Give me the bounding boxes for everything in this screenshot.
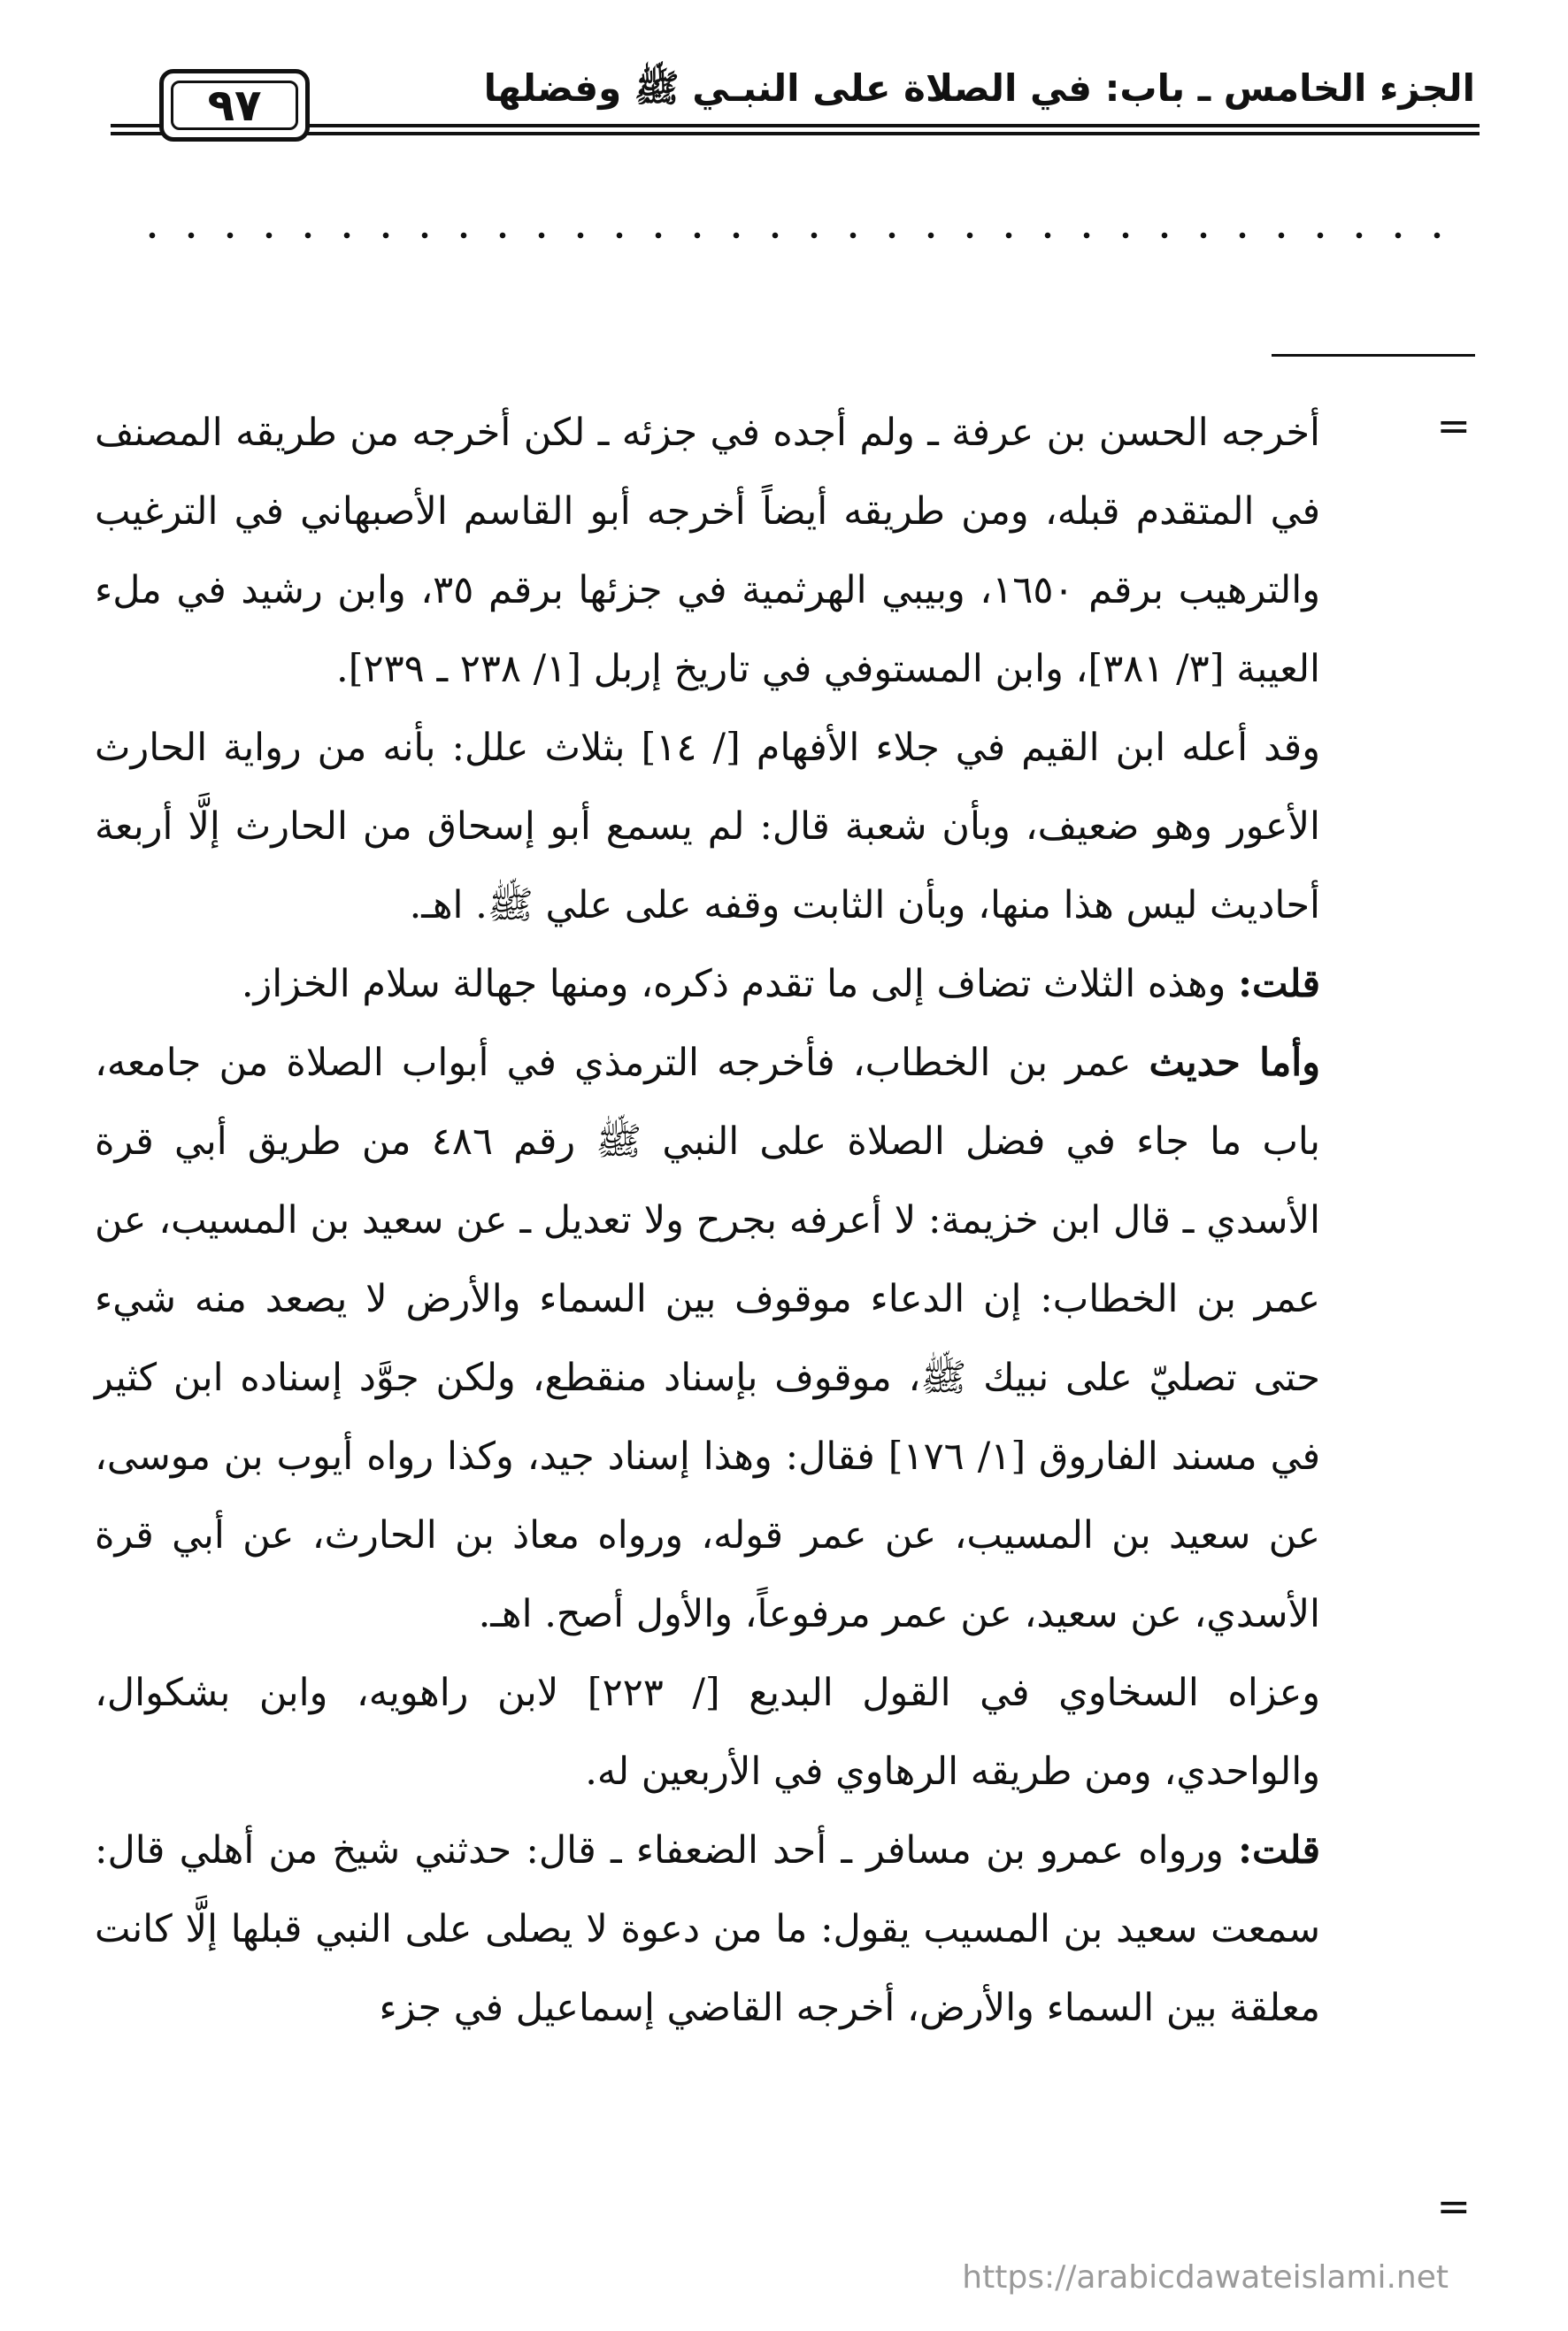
- paragraph-1: أخرجه الحسن بن عرفة ـ ولم أجده في جزئه ـ لكن أخرجه من طريقه المصنف في المتقدم قبله، ومن طريقه أيضاً أخرجه أبو القاسم الأصبهاني في الترغيب والترهيب برقم ١٦٥٠، وبيبي الهرثمية في جزئها برقم ٣٥، وابن رشيد في ملء العيبة [٣/ ٣٨١]، وابن المستوفي في تاريخ إربل [١/ ٢٣٨ ـ ٢٣٩].: [95, 411, 1320, 691]
- watermark-url: https://arabicdawateislami.net: [962, 2259, 1449, 2296]
- paragraph-3-lead: قلت:: [1238, 962, 1320, 1006]
- paragraph-4-text: عمر بن الخطاب، فأخرجه الترمذي في أبواب الصلاة من جامعه، باب ما جاء في فضل الصلاة على النبي ﷺ رقم ٤٨٦ من طريق أبي قرة الأسدي ـ قال ابن خزيمة: لا أعرفه بجرح ولا تعديل ـ عن سعيد بن المسيب، عن عمر بن الخطاب: إن الدعاء موقوف بين السماء والأرض لا يصعد منه شيء حتى تصليّ على نبيك ﷺ، موقوف بإسناد منقطع، ولكن جوَّد إسناده ابن كثير في مسند الفاروق [١/ ١٧٦] فقال: وهذا إسناد جيد، وكذا رواه أيوب بن موسى، عن سعيد بن المسيب، عن عمر قوله، ورواه معاذ بن الحارث، عن أبي قرة الأسدي، عن سعيد، عن عمر مرفوعاً، والأول أصح. اهـ.: [95, 1041, 1320, 1636]
- paragraph-6: [95, 1812, 1320, 2048]
- paragraph-4-lead: وأما حديث: [1149, 1041, 1320, 1085]
- page-number-frame: [159, 69, 310, 142]
- footnote-text: [95, 394, 1320, 2048]
- continuation-mark-bottom: =: [1436, 2182, 1471, 2230]
- header-rule-left: [111, 124, 164, 135]
- continuation-mark-top: =: [1436, 402, 1471, 450]
- paragraph-2: وقد أعله ابن القيم في جلاء الأفهام [/ ١٤] بثلاث علل: بأنه من رواية الحارث الأعور وهو ضعيف، وبأن شعبة قال: لم يسمع أبو إسحاق من الحارث إلَّا أربعة أحاديث ليس هذا منها، وبأن الثابت وقفه على علي ﷺ. اهـ.: [95, 726, 1320, 927]
- footnote-separator-line: [1272, 354, 1475, 357]
- dotted-separator: [133, 232, 1471, 239]
- header-rule-right: [305, 124, 1480, 135]
- paragraph-6-text: ورواه عمرو بن مسافر ـ أحد الضعفاء ـ قال: حدثني شيخ من أهلي قال: سمعت سعيد بن المسيب يقول: ما من دعوة لا يصلى على النبي قبلها إلَّا كانت معلقة بين السماء والأرض، أخرجه القاضي إسماعيل في جزء: [95, 1828, 1320, 2030]
- page-number: ٩٧: [171, 81, 298, 130]
- paragraph-3-text: وهذه الثلاث تضاف إلى ما تقدم ذكره، ومنها جهالة سلام الخزاز.: [241, 962, 1239, 1006]
- running-header-title: الجزء الخامس ـ باب: في الصلاة على النبـي ﷺ وفضلها: [483, 66, 1475, 110]
- paragraph-3: [95, 945, 1320, 1024]
- paragraph-6-lead: قلت:: [1238, 1828, 1320, 1873]
- paragraph-5: وعزاه السخاوي في القول البديع [/ ٢٢٣] لابن راهويه، وابن بشكوال، والواحدي، ومن طريقه الرهاوي في الأربعين له.: [95, 1671, 1320, 1794]
- paragraph-4: [95, 1024, 1320, 1654]
